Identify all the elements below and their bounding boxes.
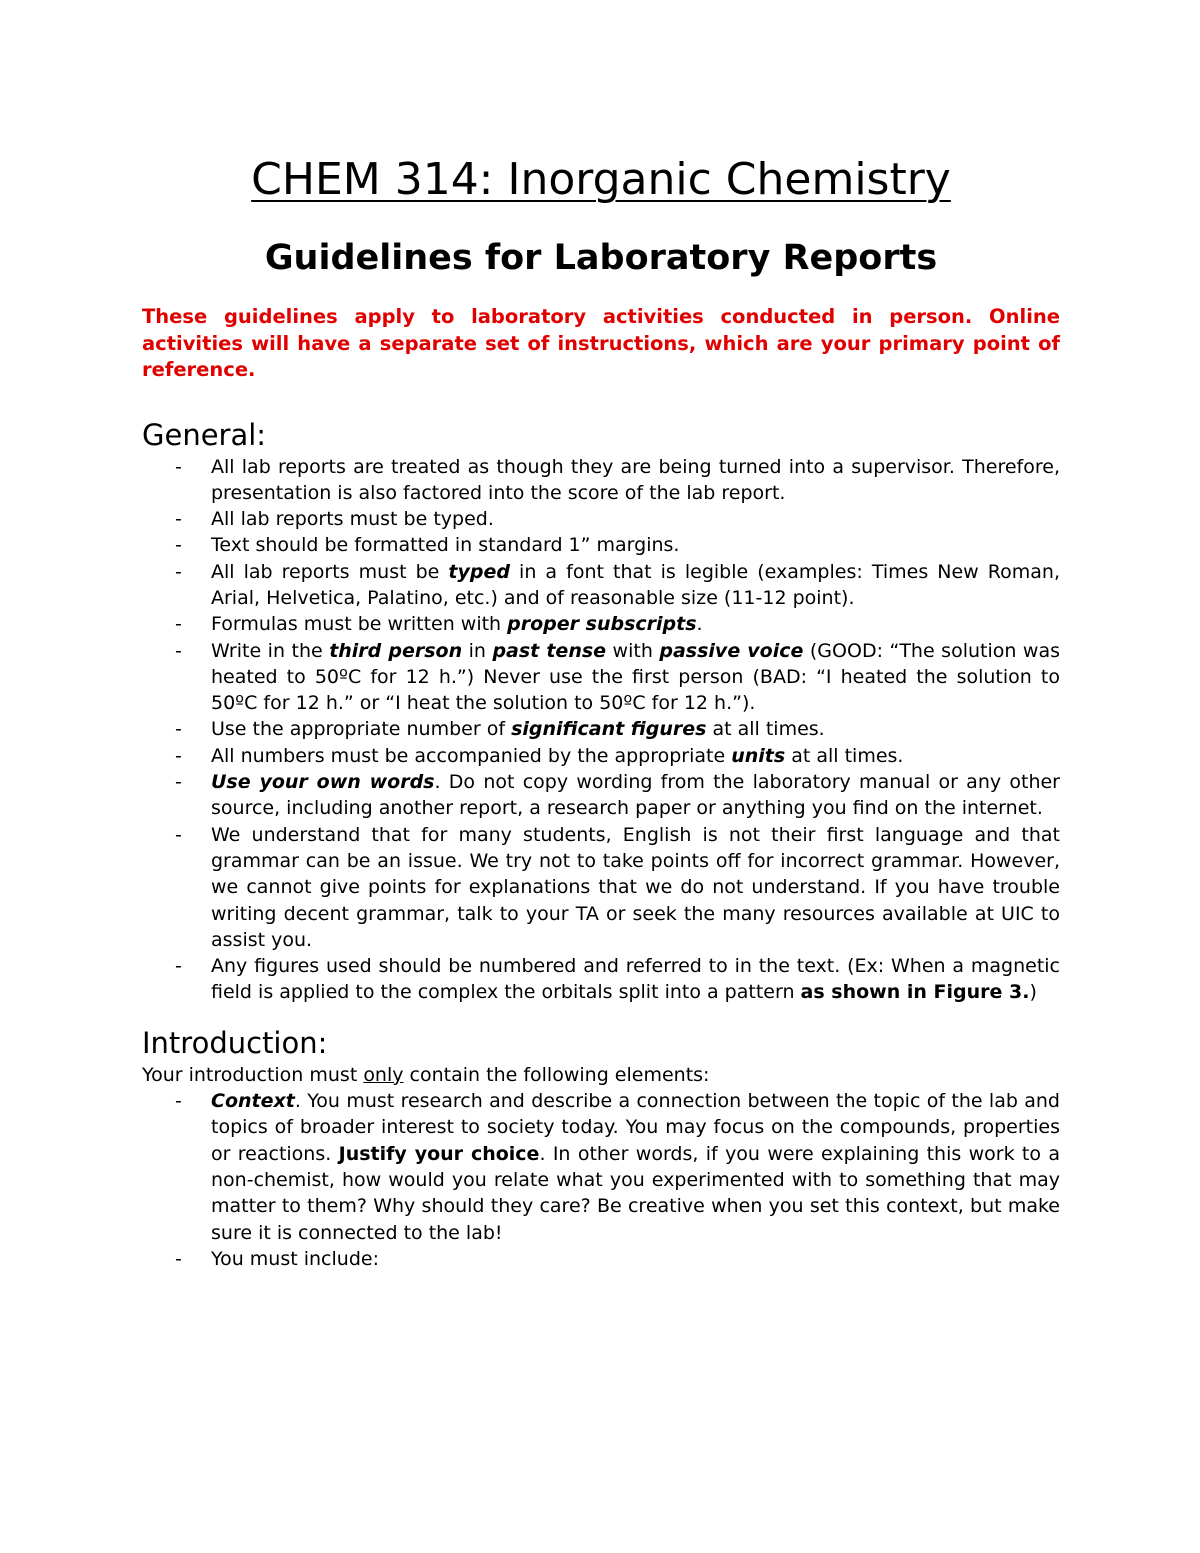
list-item: - We understand that for many students, English is not their first language and that grammar can be an issue. We try not to take points off for incorrect grammar. However, we cannot give points for explanations that we do not understand. If you have trouble writing decent grammar, talk to your TA or seek the many resources available at UIC to assist you.: [142, 822, 1060, 953]
emphasis-own-words: Use your own words: [211, 771, 435, 794]
emphasis-passive-voice: passive voice: [659, 639, 804, 662]
general-heading: General:: [142, 417, 267, 452]
introduction-lead: Your introduction must only contain the following elements:: [142, 1063, 710, 1086]
list-item: - Use the appropriate number of significant figures at all times.: [142, 716, 1060, 742]
emphasis-third-person: third person: [329, 639, 463, 662]
document-subtitle: Guidelines for Laboratory Reports: [264, 238, 938, 278]
notice-text: These guidelines apply to laboratory activities conducted in person. Online activities will have a separate set of instructions, which are your primary point of reference.: [142, 305, 1060, 381]
emphasis-typed: typed: [448, 560, 510, 583]
list-item: - Context. You must research and describe a connection between the topic of the lab and topics of broader interest to society today. You may focus on the compounds, properties or reactions. Justify your choice. In other words, if you were explaining this work to a non-chemist, how would you relate what you experimented with to something that may matter to them? Why should they care? Be creative when you set this context, but make sure it is connected to the lab!: [142, 1088, 1060, 1246]
list-item: - All lab reports must be typed.: [142, 506, 1060, 532]
list-item: - You must include:: [142, 1246, 1060, 1272]
emphasis-only: only: [363, 1063, 404, 1086]
emphasis-figure-example: as shown in Figure 3.: [800, 981, 1030, 1004]
introduction-list: [142, 1088, 1060, 1272]
emphasis-subscripts: proper subscripts: [507, 613, 697, 636]
introduction-heading: Introduction:: [142, 1025, 328, 1060]
emphasis-significant-figures: significant figures: [511, 718, 707, 741]
emphasis-context: Context: [211, 1090, 295, 1113]
list-item: - Any figures used should be numbered and referred to in the text. (Ex: When a magnetic field is applied to the complex the orbitals split into a pattern as shown in Figure 3.): [142, 953, 1060, 1006]
list-item: - Formulas must be written with proper subscripts.: [142, 611, 1060, 637]
list-item: - All numbers must be accompanied by the appropriate units at all times.: [142, 743, 1060, 769]
list-item: - Text should be formatted in standard 1” margins.: [142, 532, 1060, 558]
list-item: - All lab reports must be typed in a font that is legible (examples: Times New Roman, Arial, Helvetica, Palatino, etc.) and of reasonable size (11-12 point).: [142, 559, 1060, 612]
general-list: [142, 454, 1060, 1006]
document-page: [142, 150, 1060, 1272]
emphasis-units: units: [731, 744, 786, 767]
emphasis-justify: Justify your choice: [338, 1142, 540, 1165]
list-item: - Use your own words. Do not copy wording from the laboratory manual or any other source, including another report, a research paper or anything you find on the internet.: [142, 769, 1060, 822]
list-item: - Write in the third person in past tense with passive voice (GOOD: “The solution was heated to 50ºC for 12 h.”) Never use the first person (BAD: “I heated the solution to 50ºC for 12 h.” or “I heat the solution to 50ºC for 12 h.”).: [142, 638, 1060, 717]
in-person-notice: [142, 304, 1060, 384]
list-item: - All lab reports are treated as though they are being turned into a supervisor. Therefore, presentation is also factored into the score of the lab report.: [142, 454, 1060, 507]
emphasis-past-tense: past tense: [492, 639, 607, 662]
course-title: CHEM 314: Inorganic Chemistry: [251, 154, 951, 205]
